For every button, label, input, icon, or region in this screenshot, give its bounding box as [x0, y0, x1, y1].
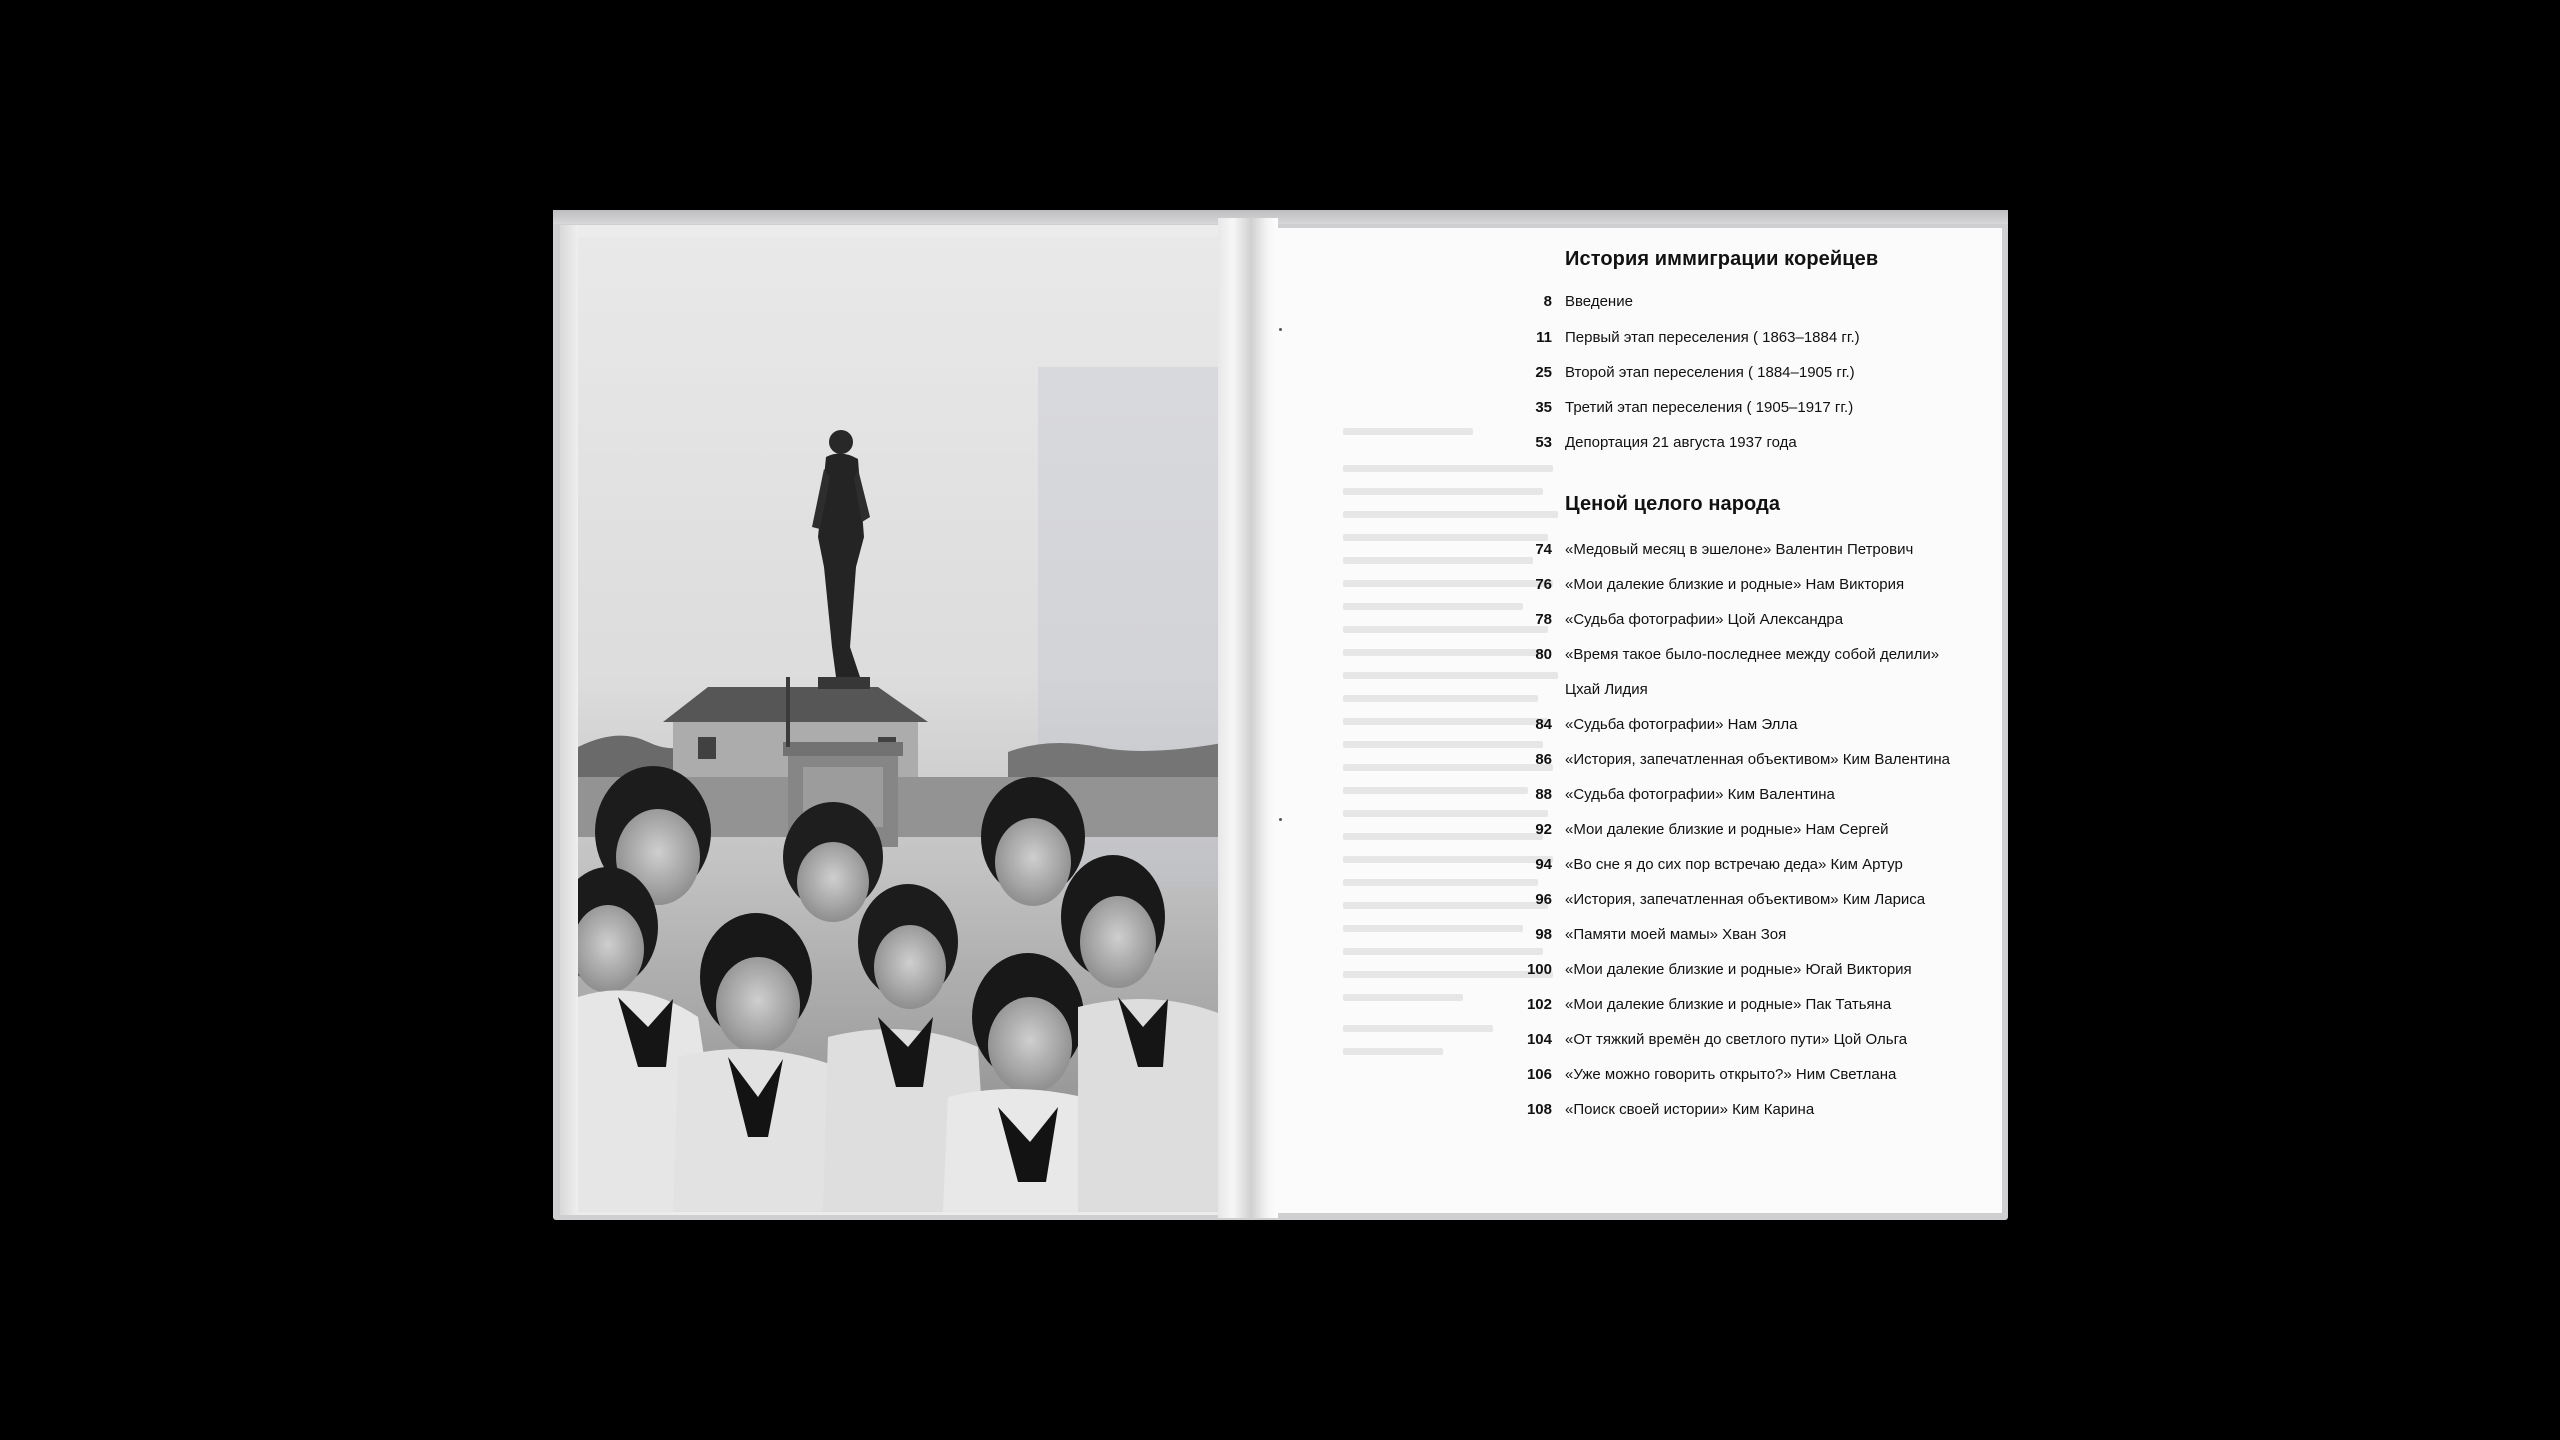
- toc-entry: [1275, 856, 2002, 880]
- toc-entry: [1275, 434, 2002, 458]
- toc-page-number: 78: [1535, 611, 1552, 628]
- toc-entry-title: Второй этап переселения ( 1884–1905 гг.): [1565, 364, 1855, 381]
- toc-entry: [1275, 926, 2002, 950]
- toc-page-number: 35: [1535, 399, 1552, 416]
- toc-entry: [1275, 1031, 2002, 1055]
- toc-page-number: 80: [1535, 646, 1552, 663]
- toc-entry: [1275, 611, 2002, 635]
- toc-entry-title: «Мои далекие близкие и родные» Нам Виктория: [1565, 576, 1905, 593]
- toc-entry-title: «Памяти моей мамы» Хван Зоя: [1565, 926, 1787, 943]
- toc-page-number: 104: [1526, 1031, 1552, 1048]
- toc-entry: [1275, 1066, 2002, 1090]
- toc-entry: [1275, 751, 2002, 775]
- toc-page-number: 8: [1543, 293, 1552, 310]
- toc-entry: [1275, 821, 2002, 845]
- toc-entry-title: Депортация 21 августа 1937 года: [1565, 434, 1797, 451]
- toc-page-number: 96: [1535, 891, 1552, 908]
- toc-entry: [1275, 681, 2002, 705]
- toc-entry-title: «Мои далекие близкие и родные» Пак Татьяна: [1565, 996, 1892, 1013]
- toc-entry: [1275, 1101, 2002, 1125]
- toc-entry-title: «Медовый месяц в эшелоне» Валентин Петрович: [1565, 541, 1914, 558]
- toc-entry: [1275, 1136, 2002, 1160]
- left-page: [560, 225, 1225, 1215]
- toc-entry-title: «Судьба фотографии» Нам Элла: [1565, 716, 1798, 733]
- toc-entry-title: «Мои далекие близкие и родные» Югай Виктория: [1565, 961, 1912, 978]
- toc-page-number: 108: [1526, 1101, 1552, 1118]
- toc-entry-title: Цхай Лидия: [1565, 681, 1648, 698]
- toc-entry: [1275, 961, 2002, 985]
- toc-entry-title: Третий этап переселения ( 1905–1917 гг.): [1565, 399, 1854, 416]
- toc-entry: [1275, 786, 2002, 810]
- toc-entry-title: «Мои далекие близкие и родные» Нам Сергей: [1565, 821, 1889, 838]
- toc-page-number: 102: [1526, 996, 1552, 1013]
- toc-page-number: 98: [1535, 926, 1552, 943]
- toc-entry-title: «От тяжкий времён до светлого пути» Цой Ольга: [1565, 1031, 1908, 1048]
- toc-entry-title: «Время такое было-последнее между собой делили»: [1565, 646, 1940, 663]
- toc-entry-title: «Судьба фотографии» Ким Валентина: [1565, 786, 1835, 803]
- section-heading-price-of-nation: Ценой целого народа: [1565, 493, 1781, 515]
- toc-page-number: 100: [1526, 961, 1552, 978]
- page-edge: [560, 225, 578, 1215]
- book-cover-edge: [553, 210, 2008, 224]
- toc-page-number: 25: [1535, 364, 1552, 381]
- toc-entry: [1275, 891, 2002, 915]
- toc-page-number: 53: [1535, 434, 1552, 451]
- toc-page-number: 92: [1535, 821, 1552, 838]
- toc-entry-title: «История, запечатленная объективом» Ким Лариса: [1565, 891, 1926, 908]
- section-heading-immigration: История иммиграции корейцев: [1565, 248, 1879, 270]
- toc-entry: [1275, 646, 2002, 670]
- toc-entry: [1275, 716, 2002, 740]
- table-of-contents: [1275, 228, 2002, 1213]
- toc-entry-title: «История, запечатленная объективом» Ким Валентина: [1565, 751, 1950, 768]
- toc-entry: [1275, 399, 2002, 423]
- toc-entry-title: Введение: [1565, 293, 1633, 310]
- toc-entry: [1275, 996, 2002, 1020]
- toc-entry-title: Первый этап переселения ( 1863–1884 гг.): [1565, 329, 1860, 346]
- toc-entry: [1275, 541, 2002, 565]
- toc-page-number: 11: [1536, 329, 1552, 346]
- toc-page-number: 106: [1526, 1066, 1552, 1083]
- toc-page-number: 86: [1535, 751, 1552, 768]
- toc-page-number: 88: [1535, 786, 1552, 803]
- toc-entry: [1275, 329, 2002, 353]
- toc-entry-title: «Судьба фотографии» Цой Александра: [1565, 611, 1844, 628]
- toc-page-number: 74: [1535, 541, 1552, 558]
- book-gutter: [1218, 218, 1278, 1218]
- toc-entry: [1275, 293, 2002, 317]
- photo-illustration: [578, 237, 1225, 1212]
- black-white-photograph: [578, 237, 1225, 1212]
- toc-page-number: 76: [1535, 576, 1552, 593]
- toc-entry: [1275, 364, 2002, 388]
- toc-page-number: 94: [1535, 856, 1552, 873]
- toc-entry-title: «Уже можно говорить открыто?» Ним Светлана: [1565, 1066, 1897, 1083]
- toc-entry-title: «Во сне я до сих пор встречаю деда» Ким Артур: [1565, 856, 1903, 873]
- toc-entry-title: «Поиск своей истории» Ким Карина: [1565, 1101, 1815, 1118]
- toc-entry: [1275, 576, 2002, 600]
- right-page: [1275, 228, 2002, 1213]
- toc-page-number: 84: [1535, 716, 1552, 733]
